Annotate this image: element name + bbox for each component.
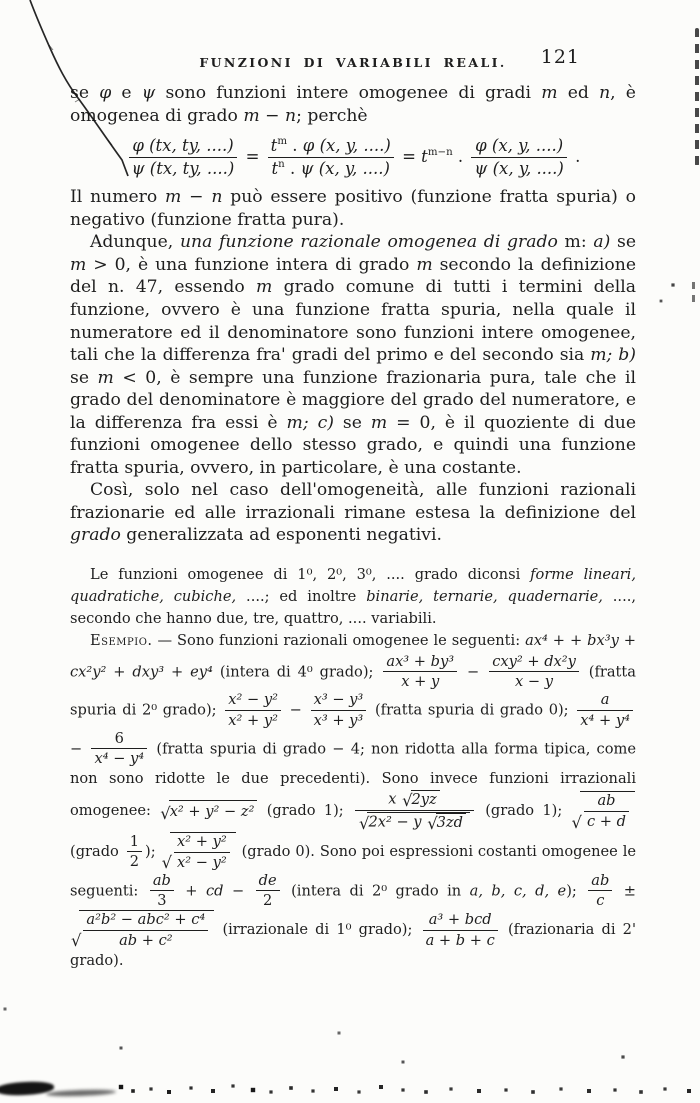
italic-run: x² − y² (176, 853, 227, 871)
denominator (174, 853, 230, 872)
text-run: sono funzioni intere omogenee di gradi (155, 83, 542, 103)
radical (162, 832, 236, 872)
text-run: ....; ed inoltre (236, 587, 367, 605)
fraction (83, 911, 208, 950)
text-run: . (287, 136, 303, 156)
italic-run: ab (591, 871, 610, 889)
italic-run: grado (70, 525, 121, 546)
numerator (150, 872, 174, 892)
page-body (70, 82, 636, 972)
fraction (129, 136, 238, 179)
text-run: se (70, 83, 100, 103)
denominator (577, 711, 633, 730)
fraction (577, 691, 633, 730)
italic-run: a²b² − abc² + c⁴ (86, 911, 206, 929)
radical (71, 910, 214, 950)
speckle-noise-artifact (0, 0, 2, 2)
numerator (577, 691, 633, 711)
radical (359, 812, 470, 832)
italic-run: de (258, 871, 277, 889)
fraction (355, 790, 474, 832)
radicand (580, 791, 635, 831)
italic-run: a + b + c (425, 931, 495, 949)
text-run: (fratta spuria di 2⁰ grado); (70, 662, 636, 719)
text-run: − (283, 701, 308, 719)
italic-run: φ (x, y, ....) (475, 136, 564, 156)
text-run: (grado (70, 842, 124, 860)
text-run: grado comune di tutti i termini della funzione, ovvero è una funzione fratta spuria, nella quale il numeratore ed il denominatore sono funzioni intere omogenee, tali che la differenza fra' gradi del primo e del secondo sia (70, 277, 636, 366)
radicand (170, 832, 236, 872)
italic-run: a) (593, 232, 611, 253)
fraction (584, 792, 629, 831)
superscript: n (278, 159, 285, 171)
text-run: − (460, 662, 487, 680)
italic-run: ab (152, 871, 171, 889)
italic-run: t (270, 136, 278, 156)
numerator (423, 911, 498, 931)
radical (160, 800, 257, 823)
radical-sign-icon: √ (402, 790, 413, 810)
numerator (471, 136, 566, 158)
numerator (174, 833, 230, 853)
italic-run: c (596, 892, 605, 910)
text-run: . (569, 147, 581, 167)
italic-run: m (416, 254, 433, 275)
italic-run: forme lineari, quadratiche, cubiche, (70, 565, 636, 605)
italic-run: 3zd (436, 814, 463, 832)
text-run: < 0, è sempre una funzione frazionaria pura, tale che il grado del denominatore è maggiore del grado del numeratore, e la differenza fra essi è (70, 367, 636, 433)
running-title: FUNZIONI DI VARIABILI REALI. (199, 55, 507, 70)
superscript: m−n (427, 147, 453, 159)
denominator (83, 931, 208, 950)
italic-run: x² − y² (228, 691, 278, 709)
fraction (588, 872, 612, 911)
italic-run: m − n (165, 187, 223, 208)
text-run: 6 (114, 729, 124, 747)
numerator (127, 833, 142, 853)
italic-run: x⁴ + y⁴ (580, 711, 630, 729)
italic-run: ψ (141, 83, 156, 103)
italic-run: φ (x, y, ....) (302, 136, 391, 156)
text-run: ); (145, 842, 161, 860)
italic-run: a³ + bcd (428, 910, 492, 928)
denominator (268, 158, 394, 179)
text-run: m: (557, 232, 594, 253)
numerator (225, 691, 281, 711)
numerator (83, 911, 208, 931)
fraction (311, 691, 367, 730)
numerator (489, 653, 579, 673)
denominator (225, 711, 281, 730)
text-run: ...., secondo che hanno due, tre, quattro, .... variabili. (70, 587, 636, 628)
text-run: + (176, 881, 206, 899)
text-run: se (610, 232, 636, 253)
italic-run: ψ (x, y, ....) (300, 159, 390, 179)
display-equation (70, 136, 636, 179)
text-run: (frazionaria di 2' grado). (70, 921, 636, 969)
denominator (311, 711, 367, 730)
text-run: 2 (263, 892, 273, 910)
edge-ink-artifact (695, 28, 699, 166)
italic-run: x + y (401, 673, 440, 691)
text-run: . (284, 159, 301, 179)
text-run: (intera di 2⁰ grado in (282, 881, 470, 899)
fraction (127, 833, 142, 872)
radicand (411, 790, 440, 809)
text-run: − (70, 739, 89, 757)
page-content (70, 46, 636, 972)
text-run: (grado 1); (476, 802, 571, 820)
italic-run: φ (99, 83, 112, 103)
italic-run: binarie, ternarie, quadernarie, (366, 587, 603, 605)
italic-run: cxy² + dx²y (492, 652, 576, 670)
italic-run: m (70, 254, 87, 275)
italic-run: t (271, 159, 279, 179)
text-run: 1 (129, 832, 140, 850)
italic-run: a (600, 691, 610, 709)
italic-run: una funzione razionale omogenea di grado (179, 232, 558, 253)
italic-run: ψ (x, y, ....) (474, 159, 564, 179)
radicand (367, 812, 470, 832)
italic-run: m (256, 277, 273, 298)
text-run: ); (566, 881, 586, 899)
italic-run: ax³ + by³ (386, 652, 455, 670)
italic-run: x² + y² (176, 833, 227, 851)
para-numero (70, 186, 636, 231)
para-esempio (70, 630, 636, 972)
text-run: Adunque, (90, 232, 180, 253)
radical-sign-icon: √ (160, 804, 171, 824)
numerator (311, 691, 367, 711)
italic-run: x³ − y³ (313, 691, 364, 709)
text-run: ; perchè (296, 105, 368, 126)
denominator (489, 672, 579, 691)
text-run: 3 (157, 892, 167, 910)
italic-run: 2yz (411, 791, 437, 809)
text-run: > 0, è una funzione intera di grado (86, 254, 417, 275)
fraction (423, 911, 498, 950)
fraction (383, 653, 457, 692)
fraction (471, 136, 566, 179)
denominator (129, 158, 238, 179)
text-run: Il numero (70, 187, 166, 208)
italic-run: ab (597, 792, 616, 810)
text-run: (intera di 4⁰ grado); (212, 662, 381, 680)
italic-run: cd (206, 881, 224, 899)
italic-run: x − y (515, 673, 554, 691)
text-run: = (240, 147, 265, 167)
text-run: (fratta spuria di grado − 4; non ridotta alla forma tipica, come non sono ridotte le due precedenti). Sono invece funzioni irrazionali omogenee: (70, 739, 636, 820)
denominator (471, 158, 566, 179)
text-run: Le funzioni omogenee di 1⁰, 2⁰, 3⁰, .... grado diconsi (90, 565, 531, 583)
para-cosi (70, 479, 636, 547)
italic-run: m; b) (590, 345, 636, 366)
edge-ink-artifact-lower (692, 282, 695, 304)
italic-run: ψ (tx, ty, ....) (131, 159, 235, 179)
denominator (256, 891, 280, 910)
page-header (70, 46, 636, 76)
denominator (127, 852, 142, 871)
radical-sign-icon: √ (71, 931, 82, 951)
text-run: , è omogenea di grado (70, 83, 636, 126)
text-run: Così, solo nel caso dell'omogeneità, alle funzioni razionali frazionarie ed alle irrazionali rimane estesa la definizione del (70, 480, 636, 523)
radicand (169, 800, 258, 823)
italic-run: 2x² − y (368, 813, 427, 831)
radicand (79, 910, 214, 950)
italic-run: ax⁴ + + bx³y + cx²y² + dxy³ + ey⁴ (70, 632, 636, 680)
text-run: generalizzata ad esponenti negativi. (120, 525, 442, 546)
italic-run: m (541, 83, 558, 103)
italic-run: x (388, 790, 402, 808)
text-run: 2 (129, 853, 140, 871)
italic-run: x³ + y³ (313, 711, 364, 729)
fraction (174, 833, 230, 872)
radical-sign-icon: √ (427, 813, 438, 833)
italic-run: x⁴ − y⁴ (94, 750, 145, 768)
radical (427, 813, 466, 832)
italic-run: m; c) (286, 412, 334, 433)
denominator (588, 891, 612, 910)
radical-sign-icon: √ (359, 813, 370, 833)
italic-run: x² + y² (228, 711, 278, 729)
numerator (383, 653, 457, 673)
fraction (91, 730, 147, 769)
text-run: — Sono funzioni razionali omogenee le seguenti: (152, 632, 526, 650)
fraction (256, 872, 280, 911)
text-run: se (70, 367, 98, 388)
radicand (436, 813, 466, 832)
italic-run: c + d (586, 813, 626, 831)
text-run: (grado 0). Sono poi espressioni costanti omogenee le seguenti: (70, 842, 636, 899)
para-intro (70, 82, 636, 127)
text-run: = (396, 147, 422, 167)
numerator (584, 792, 629, 812)
italic-run: m (97, 367, 114, 388)
fraction (489, 653, 579, 692)
bottom-smudge-artifact-2 (46, 1089, 116, 1097)
numerator (256, 872, 280, 892)
denominator (584, 812, 629, 831)
text-run: . (452, 147, 469, 167)
text-run: = 0, è il quoziente di due funzioni omogenee dello stesso grado, e quindi una funzione fratta spuria, ovvero, in particolare, è una costante. (70, 412, 636, 478)
text-run: secondo la definizione del n. 47, essendo (70, 254, 636, 298)
denominator (423, 931, 498, 950)
denominator (355, 811, 474, 832)
text-run: può essere positivo (funzione fratta spuria) o negativo (funzione fratta pura). (70, 187, 636, 230)
text-run: ed (557, 83, 600, 103)
para-forme (70, 564, 636, 631)
fraction (150, 872, 174, 911)
denominator (383, 672, 457, 691)
radical-sign-icon: √ (161, 853, 172, 873)
italic-run: t (421, 147, 428, 167)
text-run: − (223, 881, 253, 899)
italic-run: φ (tx, ty, ....) (132, 136, 234, 156)
italic-run: ab + c² (119, 932, 173, 950)
numerator (91, 730, 147, 750)
text-run: ± (615, 881, 636, 899)
italic-run: m − n (243, 105, 297, 126)
numerator (129, 136, 238, 158)
numerator (268, 136, 394, 158)
text-run: (grado 1); (258, 802, 353, 820)
radical-sign-icon: √ (571, 812, 582, 832)
page-number: 121 (540, 46, 580, 68)
denominator (150, 891, 174, 910)
smallcaps-run: Esempio. (90, 632, 153, 650)
italic-run: n (599, 83, 611, 103)
italic-run: a, b, c, d, e (469, 881, 567, 899)
italic-run: m (370, 412, 388, 433)
radical (572, 791, 635, 831)
numerator (588, 872, 612, 892)
radical (402, 790, 440, 809)
text-run: se (333, 412, 371, 433)
text-run: (irrazionale di 1⁰ grado); (215, 921, 420, 939)
fraction (225, 691, 281, 730)
para-adunque (70, 231, 636, 479)
fraction (268, 136, 394, 179)
italic-run: x² + y² − z² (169, 802, 255, 820)
denominator (91, 749, 147, 768)
text-run: (fratta spuria di grado 0); (369, 701, 575, 719)
superscript: m (277, 136, 288, 148)
text-run: e (111, 83, 142, 103)
numerator (355, 790, 474, 811)
